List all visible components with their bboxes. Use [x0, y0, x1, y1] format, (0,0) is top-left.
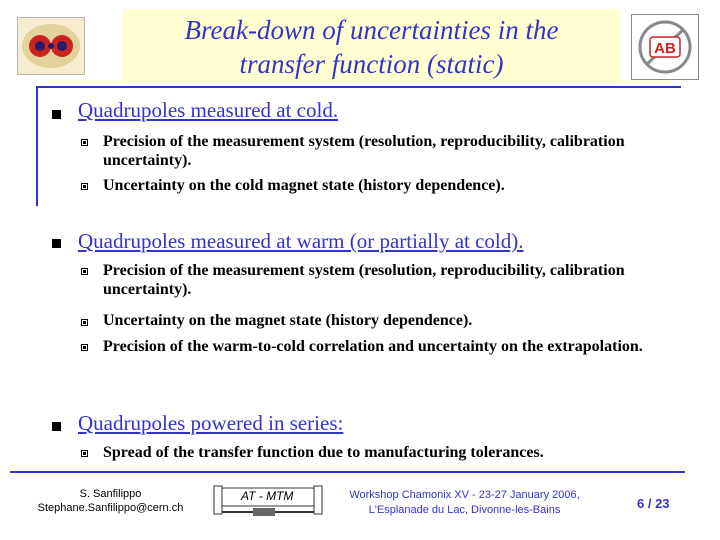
section-heading: Quadrupoles measured at cold. [78, 98, 339, 122]
checkbox-bullet-icon [81, 344, 88, 351]
list-item: Uncertainty on the cold magnet state (history dependence). [103, 177, 505, 194]
checkbox-bullet-icon [81, 139, 88, 146]
list-item: Precision of the warm-to-cold correlation and uncertainty on the extrapolation. [103, 338, 643, 355]
top-divider [38, 86, 681, 88]
author-block [18, 487, 203, 515]
bullet-square-icon [52, 110, 61, 119]
workshop-line-1: Workshop Chamonix XV - 23-27 January 2006, [349, 489, 580, 501]
lhc-logo [17, 17, 85, 75]
list-item: Precision of the measurement system (resolution, reproducibility, calibration uncertainty). [103, 262, 625, 298]
checkbox-bullet-icon [81, 319, 88, 326]
checkbox-bullet-icon [81, 183, 88, 190]
page-number: 6 / 23 [637, 496, 670, 511]
at-mtm-logo-text: AT - MTM [241, 489, 294, 503]
footer-divider [10, 471, 685, 473]
section-heading: Quadrupoles measured at warm (or partially at cold). [78, 229, 524, 253]
bullet-square-icon [52, 422, 61, 431]
list-item: Precision of the measurement system (resolution, reproducibility, calibration uncertainty). [103, 133, 625, 169]
title-line-1: Break-down of uncertainties in the [184, 15, 559, 45]
author-email: Stephane.Sanfilippo@cern.ch [37, 502, 184, 514]
list-item: Uncertainty on the magnet state (history dependence). [103, 312, 473, 329]
ab-logo-text: AB [654, 40, 676, 57]
section-heading: Quadrupoles powered in series: [78, 411, 344, 435]
title-line-2: transfer function (static) [239, 49, 504, 79]
slide-title [123, 9, 620, 81]
bullet-square-icon [52, 239, 61, 248]
workshop-info [327, 488, 602, 518]
checkbox-bullet-icon [81, 268, 88, 275]
side-divider [36, 86, 38, 206]
workshop-line-2: L'Esplanade du Lac, Divonne-les-Bains [368, 504, 561, 516]
author-name: S. Sanfilippo [79, 488, 142, 500]
list-item: Spread of the transfer function due to manufacturing tolerances. [103, 444, 544, 461]
checkbox-bullet-icon [81, 450, 88, 457]
ab-logo [631, 14, 699, 80]
